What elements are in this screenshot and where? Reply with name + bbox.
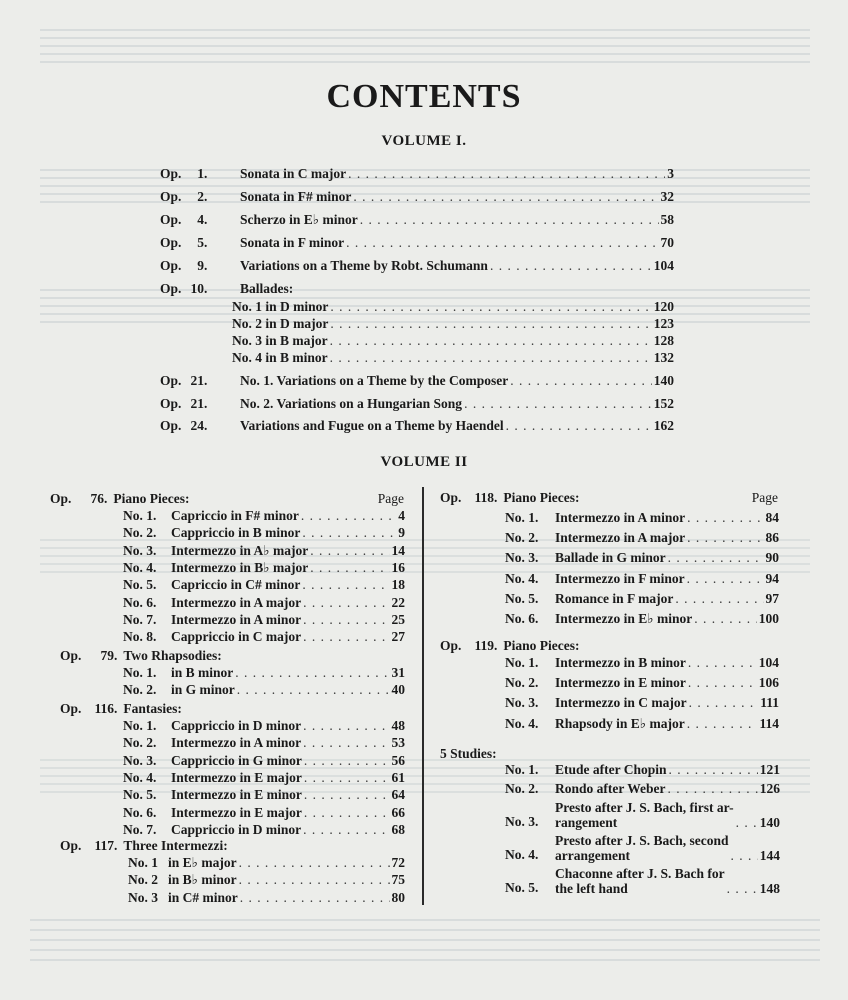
toc-entry xyxy=(505,866,780,896)
entry-title: Intermezzo in E minor xyxy=(555,675,686,691)
opus-prefix: Op. xyxy=(160,189,182,204)
toc-entry xyxy=(505,762,780,778)
opus-heading xyxy=(60,648,360,664)
leader-dots xyxy=(303,595,389,611)
entry-title: Romance in F major xyxy=(555,590,674,606)
toc-entry xyxy=(123,665,405,681)
entry-title: Intermezzo in C major xyxy=(555,695,687,711)
opus-number: 4. xyxy=(197,212,208,227)
item-number: No. 2. xyxy=(505,675,539,691)
toc-entry xyxy=(505,571,779,587)
opus-number: 1. xyxy=(197,166,208,181)
leader-dots xyxy=(506,418,652,434)
leader-dots xyxy=(687,571,764,587)
group-title: 5 Studies: xyxy=(440,746,497,761)
toc-entry xyxy=(123,629,405,645)
entry-title-wrap xyxy=(555,833,728,863)
leader-dots xyxy=(302,577,389,593)
page-number: 4 xyxy=(398,508,405,523)
toc-entry xyxy=(123,718,405,734)
entry-title: Intermezzo in A minor xyxy=(171,735,302,751)
group-title: Fantasies: xyxy=(123,701,182,716)
spacer xyxy=(580,490,752,506)
leader-dots xyxy=(687,530,763,546)
entry-title: Capriccio in F# minor xyxy=(171,508,299,523)
toc-entry xyxy=(160,189,674,205)
item-number: No. 1. xyxy=(123,665,157,680)
leader-dots xyxy=(239,872,390,888)
entry-title-continued: arrangement xyxy=(555,848,630,863)
item-number: No. 2. xyxy=(123,682,157,697)
entry-title: Variations and Fugue on a Theme by Haendel xyxy=(240,418,504,433)
volume-1-heading: VOLUME I. xyxy=(381,133,467,149)
toc-entry xyxy=(128,890,405,906)
page-number: 25 xyxy=(391,611,405,627)
entry-title: No. 2 in D major xyxy=(232,316,329,331)
item-number: No. 1. xyxy=(123,508,157,523)
group-title: Piano Pieces: xyxy=(503,638,580,653)
opus-label xyxy=(160,235,240,251)
leader-dots xyxy=(303,629,389,645)
page-number: 70 xyxy=(660,235,674,250)
leader-dots xyxy=(330,316,651,332)
item-number: No. 4. xyxy=(505,570,539,586)
leader-dots xyxy=(510,373,651,389)
item-number: No. 2. xyxy=(505,530,539,546)
leader-dots xyxy=(237,682,390,698)
toc-entry xyxy=(232,316,674,332)
opus-number: 79. xyxy=(100,648,118,663)
entry-title: Intermezzo in E major xyxy=(171,804,302,820)
entry-title: Intermezzo in E minor xyxy=(171,787,302,803)
page-number: 66 xyxy=(391,804,405,820)
entry-title-continued: the left hand xyxy=(555,881,628,896)
toc-entry xyxy=(505,655,779,671)
page-number: 18 xyxy=(391,577,405,593)
entry-title: Intermezzo in F minor xyxy=(555,570,685,586)
leader-dots xyxy=(727,881,758,896)
item-number: No. 3. xyxy=(123,752,157,768)
opus-prefix: Op. xyxy=(160,281,182,296)
opus-heading xyxy=(440,746,740,762)
entry-title: Presto after J. S. Bach, first ar- xyxy=(555,800,734,815)
toc-entry xyxy=(123,735,405,751)
page-number: 86 xyxy=(765,530,779,546)
opus-number: 76. xyxy=(90,491,108,506)
item-number: No. 7. xyxy=(123,821,157,837)
toc-entry xyxy=(505,695,779,711)
toc-entry xyxy=(123,805,405,821)
entry-title: Intermezzo in A minor xyxy=(555,510,686,525)
page-number: 27 xyxy=(391,629,405,645)
toc-entry xyxy=(123,508,405,524)
item-number: No. 1. xyxy=(505,762,539,777)
page-number: 75 xyxy=(391,872,405,888)
leader-dots xyxy=(303,718,389,734)
opus-label xyxy=(160,258,240,274)
leader-dots xyxy=(310,560,389,576)
toc-entry xyxy=(505,675,779,691)
entry-title: No. 4 in B minor xyxy=(232,350,328,365)
toc-entry xyxy=(160,258,674,274)
toc-entry xyxy=(123,577,405,593)
leader-dots xyxy=(235,665,389,681)
opus-number: 5. xyxy=(197,235,208,250)
opus-prefix: Op. xyxy=(160,166,182,181)
item-number: No. 3. xyxy=(505,695,539,711)
opus-number: 119. xyxy=(474,638,498,653)
entry-title: Sonata in C major xyxy=(240,166,347,181)
toc-entry xyxy=(123,560,405,576)
opus-prefix: Op. xyxy=(60,648,82,663)
page-number: 72 xyxy=(391,855,405,870)
toc-entry xyxy=(505,591,779,607)
page-number: 16 xyxy=(391,559,405,575)
item-number: No. 3. xyxy=(505,814,539,829)
page-number: 90 xyxy=(765,550,779,566)
leader-dots xyxy=(303,822,389,838)
leader-dots xyxy=(694,611,757,627)
toc-entry xyxy=(232,299,674,315)
entry-title: Intermezzo in E major xyxy=(171,769,302,785)
leader-dots xyxy=(310,543,389,559)
page-number: 61 xyxy=(391,769,405,785)
leader-dots xyxy=(353,189,658,205)
column-divider xyxy=(422,487,424,905)
leader-dots xyxy=(304,770,390,786)
page-number: 111 xyxy=(760,695,779,711)
toc-entry xyxy=(505,833,780,863)
toc-entry xyxy=(160,373,674,389)
entry-title: Intermezzo in B♭ major xyxy=(171,559,309,575)
toc-entry xyxy=(505,510,779,526)
leader-dots xyxy=(675,591,763,607)
toc-entry xyxy=(123,595,405,611)
group-title: Three Intermezzi: xyxy=(123,838,228,853)
page-number: 132 xyxy=(653,350,674,365)
toc-entry xyxy=(123,770,405,786)
leader-dots xyxy=(688,655,757,671)
page-number: 100 xyxy=(758,611,779,626)
entry-title: No. 1. Variations on a Theme by the Composer xyxy=(240,373,509,388)
leader-dots xyxy=(304,753,390,769)
entry-title: No. 3 in B major xyxy=(232,333,328,348)
item-number: No. 5. xyxy=(505,880,539,895)
entry-title: Cappriccio in D minor xyxy=(171,718,302,733)
toc-entry xyxy=(505,800,780,830)
leader-dots xyxy=(689,695,759,711)
toc-entry xyxy=(505,530,779,546)
leader-dots xyxy=(330,350,652,366)
page-number: 94 xyxy=(765,570,779,586)
page-number: 97 xyxy=(765,590,779,606)
entry-title: in C# minor xyxy=(168,889,238,905)
group-title: Piano Pieces: xyxy=(503,490,580,505)
opus-heading xyxy=(60,838,360,854)
leader-dots xyxy=(240,890,390,906)
entry-title: Ballade in G minor xyxy=(555,550,666,566)
entry-title: Sonata in F# minor xyxy=(240,189,352,204)
leader-dots xyxy=(302,525,396,541)
leader-dots xyxy=(490,258,652,274)
opus-prefix: Op. xyxy=(160,212,182,227)
entry-title: Cappriccio in D minor xyxy=(171,821,302,837)
leader-dots xyxy=(304,787,390,803)
toc-entry xyxy=(123,753,405,769)
entry-title: Intermezzo in B minor xyxy=(555,655,686,670)
leader-dots xyxy=(330,299,651,315)
entry-title: Chaconne after J. S. Bach for xyxy=(555,866,725,881)
group-title: Two Rhapsodies: xyxy=(123,648,222,663)
toc-entry xyxy=(160,418,674,434)
item-number: No. 2. xyxy=(123,525,157,541)
item-number: No. 6. xyxy=(123,594,157,610)
page-number: 64 xyxy=(391,787,405,803)
page-column-label: Page xyxy=(751,490,778,505)
entry-title: Intermezzo in A minor xyxy=(171,611,302,627)
opus-number: 117. xyxy=(94,838,118,853)
leader-dots xyxy=(360,212,659,228)
entry-title: in B♭ minor xyxy=(168,872,237,888)
entry-title: Presto after J. S. Bach, second xyxy=(555,833,729,848)
entry-title: Etude after Chopin xyxy=(555,762,667,777)
toc-entry xyxy=(128,872,405,888)
toc-entry xyxy=(123,822,405,838)
volume-2-heading: VOLUME II xyxy=(380,454,468,470)
page-number: 58 xyxy=(660,212,674,227)
toc-entry xyxy=(160,281,674,297)
opus-prefix: Op. xyxy=(160,396,182,411)
page-number: 128 xyxy=(653,333,674,348)
opus-heading xyxy=(440,490,778,506)
toc-entry xyxy=(123,525,405,541)
leader-dots xyxy=(687,716,758,732)
leader-dots xyxy=(687,510,763,526)
entry-title: Capriccio in C# minor xyxy=(171,577,301,593)
page-number: 53 xyxy=(391,735,405,751)
entry-title: Intermezzo in A major xyxy=(555,530,686,546)
toc-entry xyxy=(232,333,674,349)
page-number: 126 xyxy=(759,781,780,796)
item-number: No. 2. xyxy=(505,781,539,796)
item-number: No. 4. xyxy=(123,559,157,575)
entry-title: Cappriccio in C major xyxy=(171,629,302,645)
toc-entry xyxy=(505,781,780,797)
entry-title: Sonata in F minor xyxy=(240,235,345,250)
entry-title-continued: rangement xyxy=(555,815,618,830)
page-number: 162 xyxy=(653,418,674,433)
entry-title: Cappriccio in G minor xyxy=(171,752,302,768)
item-number: No. 5. xyxy=(123,577,157,593)
item-number: No. 1. xyxy=(505,655,539,670)
entry-title: Rhapsody in E♭ major xyxy=(555,715,685,731)
page-number: 22 xyxy=(391,594,405,610)
toc-entry xyxy=(160,396,674,412)
item-number: No. 1 xyxy=(128,855,158,870)
entry-title: Cappriccio in B minor xyxy=(171,525,301,541)
opus-number: 24. xyxy=(190,418,208,433)
item-number: No. 6. xyxy=(505,611,539,626)
item-number: No. 3. xyxy=(505,550,539,566)
page-number: 114 xyxy=(759,715,779,731)
entry-title: Scherzo in E♭ minor xyxy=(240,212,358,227)
page-number: 144 xyxy=(759,848,780,863)
spacer xyxy=(190,491,378,507)
leader-dots xyxy=(303,735,389,751)
toc-entry xyxy=(160,212,674,228)
item-number: No. 1. xyxy=(505,510,539,525)
leader-dots xyxy=(669,762,758,778)
opus-number: 10. xyxy=(190,281,208,296)
entry-title-wrap xyxy=(555,866,725,896)
opus-number: 116. xyxy=(94,701,118,716)
toc-entry xyxy=(505,716,779,732)
page-number: 80 xyxy=(391,889,405,905)
page-number: 48 xyxy=(391,718,405,733)
page-number: 121 xyxy=(759,762,780,777)
opus-label xyxy=(160,418,240,434)
toc-entry xyxy=(123,787,405,803)
toc-entry xyxy=(505,550,779,566)
page-title: CONTENTS xyxy=(326,78,522,115)
entry-title: No. 2. Variations on a Hungarian Song xyxy=(240,396,463,411)
item-number: No. 8. xyxy=(123,629,157,645)
page-number: 120 xyxy=(653,299,674,314)
item-number: No. 5. xyxy=(505,590,539,606)
item-number: No. 3. xyxy=(123,542,157,558)
page-number: 3 xyxy=(667,166,674,181)
opus-number: 118. xyxy=(474,490,498,505)
item-number: No. 6. xyxy=(123,804,157,820)
opus-prefix: Op. xyxy=(440,638,462,653)
item-number: No. 4. xyxy=(505,847,539,862)
toc-entry xyxy=(128,855,405,871)
page-number: 140 xyxy=(759,815,780,830)
opus-prefix: Op. xyxy=(50,491,72,506)
opus-prefix: Op. xyxy=(160,258,182,273)
leader-dots xyxy=(688,675,757,691)
toc-entry xyxy=(123,543,405,559)
item-number: No. 3 xyxy=(128,889,158,905)
leader-dots xyxy=(348,166,665,182)
opus-heading xyxy=(60,701,360,717)
toc-entry xyxy=(160,235,674,251)
item-number: No. 2. xyxy=(123,735,157,751)
item-number: No. 4. xyxy=(505,715,539,731)
opus-number: 21. xyxy=(190,396,208,411)
entry-title: Ballades: xyxy=(240,281,294,296)
page-number: 140 xyxy=(653,373,674,388)
entry-title: Intermezzo in A♭ major xyxy=(171,542,309,558)
leader-dots xyxy=(464,396,652,412)
opus-prefix: Op. xyxy=(160,418,182,433)
opus-prefix: Op. xyxy=(60,701,82,716)
entry-title: in B minor xyxy=(171,665,234,680)
item-number: No. 1. xyxy=(123,718,157,733)
opus-label xyxy=(160,189,240,205)
toc-entry xyxy=(505,611,779,627)
leader-dots xyxy=(303,612,389,628)
leader-dots xyxy=(239,855,390,871)
page-number: 40 xyxy=(391,682,405,697)
leader-dots xyxy=(304,805,390,821)
opus-heading xyxy=(50,491,404,507)
opus-number: 2. xyxy=(197,189,208,204)
entry-title: in E♭ major xyxy=(168,855,237,870)
entry-title: in G minor xyxy=(171,682,235,697)
page-column-label: Page xyxy=(377,491,404,506)
item-number: No. 2 xyxy=(128,872,158,888)
item-number: No. 7. xyxy=(123,611,157,627)
entry-title: Rondo after Weber xyxy=(555,781,666,796)
page-number: 68 xyxy=(391,821,405,837)
opus-label xyxy=(160,373,240,389)
page-number: 56 xyxy=(391,752,405,768)
page-number: 152 xyxy=(653,396,674,411)
opus-heading xyxy=(440,638,740,654)
item-number: No. 5. xyxy=(123,787,157,803)
page-number: 123 xyxy=(653,316,674,331)
page-number: 106 xyxy=(758,675,779,691)
opus-prefix: Op. xyxy=(160,373,182,388)
opus-prefix: Op. xyxy=(60,838,82,853)
entry-title: Intermezzo in E♭ minor xyxy=(555,611,693,626)
entry-title-wrap xyxy=(555,800,734,830)
toc-entry xyxy=(123,612,405,628)
group-title: Piano Pieces: xyxy=(113,491,190,506)
opus-label xyxy=(160,281,240,297)
toc-entry xyxy=(160,166,674,182)
item-number: No. 4. xyxy=(123,769,157,785)
page-number: 31 xyxy=(391,665,405,680)
opus-prefix: Op. xyxy=(440,490,462,505)
opus-number: 21. xyxy=(190,373,208,388)
leader-dots xyxy=(346,235,658,251)
toc-entry xyxy=(123,682,405,698)
page-number: 14 xyxy=(391,542,405,558)
page-number: 104 xyxy=(758,655,779,670)
leader-dots xyxy=(730,848,757,863)
opus-number: 9. xyxy=(197,258,208,273)
page-number: 148 xyxy=(759,881,780,896)
entry-title: Variations on a Theme by Robt. Schumann xyxy=(240,258,488,273)
opus-label xyxy=(160,396,240,412)
leader-dots xyxy=(301,508,396,524)
opus-label xyxy=(160,166,240,182)
leader-dots xyxy=(736,815,758,830)
entry-title: No. 1 in D minor xyxy=(232,299,329,314)
page-number: 9 xyxy=(398,525,405,541)
leader-dots xyxy=(668,550,764,566)
opus-label xyxy=(160,212,240,228)
toc-entry xyxy=(232,350,674,366)
leader-dots xyxy=(330,333,652,349)
leader-dots xyxy=(668,781,758,797)
page-number: 32 xyxy=(660,189,674,204)
entry-title: Intermezzo in A major xyxy=(171,594,302,610)
opus-prefix: Op. xyxy=(160,235,182,250)
page-number: 104 xyxy=(653,258,674,273)
page-number: 84 xyxy=(765,510,779,525)
